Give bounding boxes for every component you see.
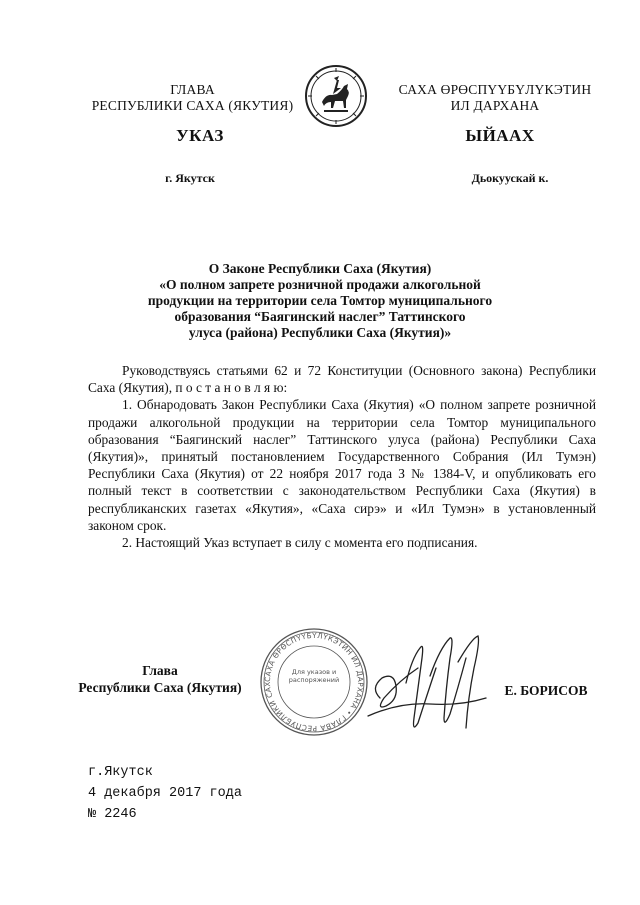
title-line: «О полном запрете розничной продажи алкогольной (159, 277, 481, 292)
seal-center-text: Для указов и распоряжений (288, 668, 340, 684)
signatory-role (60, 662, 260, 696)
city-left: г. Якутск (165, 171, 215, 185)
handwritten-signature-icon (360, 628, 500, 743)
decree-title (120, 261, 520, 341)
coat-of-arms-emblem-icon (304, 64, 368, 128)
header-right-line1: САХА ӨРӨСПҮҮБҮЛҮКЭТИН (398, 82, 592, 97)
title-line: продукции на территории села Томтор муниципального (147, 293, 493, 308)
header-right (375, 82, 615, 114)
title-line: О Законе Республики Саха (Якутия) (208, 261, 432, 276)
header-left-line1: ГЛАВА (170, 82, 215, 97)
title-line: улуса (района) Республики Саха (Якутия)» (188, 325, 452, 340)
signatory-name: Е. БОРИСОВ (504, 683, 588, 698)
preamble: Руководствуясь статьями 62 и 72 Конституции (Основного закона) Республики Саха (Якутия), п о с т а н о в л я ю: (88, 363, 596, 396)
header-right-line2: ИЛ ДАРХАНА (450, 98, 540, 113)
official-seal-icon (258, 626, 370, 738)
item-2: 2. Настоящий Указ вступает в силу с момента его подписания. (122, 535, 478, 551)
title-line: образования “Баягинский наслег” Таттинского (174, 309, 466, 324)
doc-type-left: УКАЗ (176, 126, 224, 145)
footer-number: № 2246 (88, 807, 137, 822)
header-left (70, 82, 315, 114)
role-line: Глава (142, 663, 178, 678)
city-right: Дьокуускай к. (471, 171, 549, 185)
item-1: 1. Обнародовать Закон Республики Саха (Якутия) «О полном запрете розничной продажи алкогольной продукции на территории села Томтор муниципального образования “Баягинский наслег” Таттинского улуса (района) Республики Саха (Якутия)», принятый постановлением Государственного Собрания (Ил Тумэн) Республики Саха (Якутия) от 22 ноября 2017 года З № 1384-V, и опубликовать его полный текст в соответствии с законодательством Республики Саха (Якутия) в республиканских газетах «Якутия», «Саха сирэ» и «Ил Тумэн» в установленный законом срок. (88, 397, 596, 533)
footer (88, 762, 242, 825)
decree-body (88, 362, 596, 551)
role-line: Республики Саха (Якутия) (78, 680, 242, 695)
doc-type-right: ЫЙААХ (465, 126, 535, 145)
footer-date: 4 декабря 2017 года (88, 786, 242, 801)
footer-city: г.Якутск (88, 765, 153, 780)
seal-ring-text: САХА ӨРӨСПҮҮБҮЛҮКЭТИН ИЛ ДАРХАНА • ГЛАВА РЕСПУБЛИКИ САХ (262, 630, 366, 734)
header-left-line2: РЕСПУБЛИКИ САХА (ЯКУТИЯ) (91, 98, 294, 113)
